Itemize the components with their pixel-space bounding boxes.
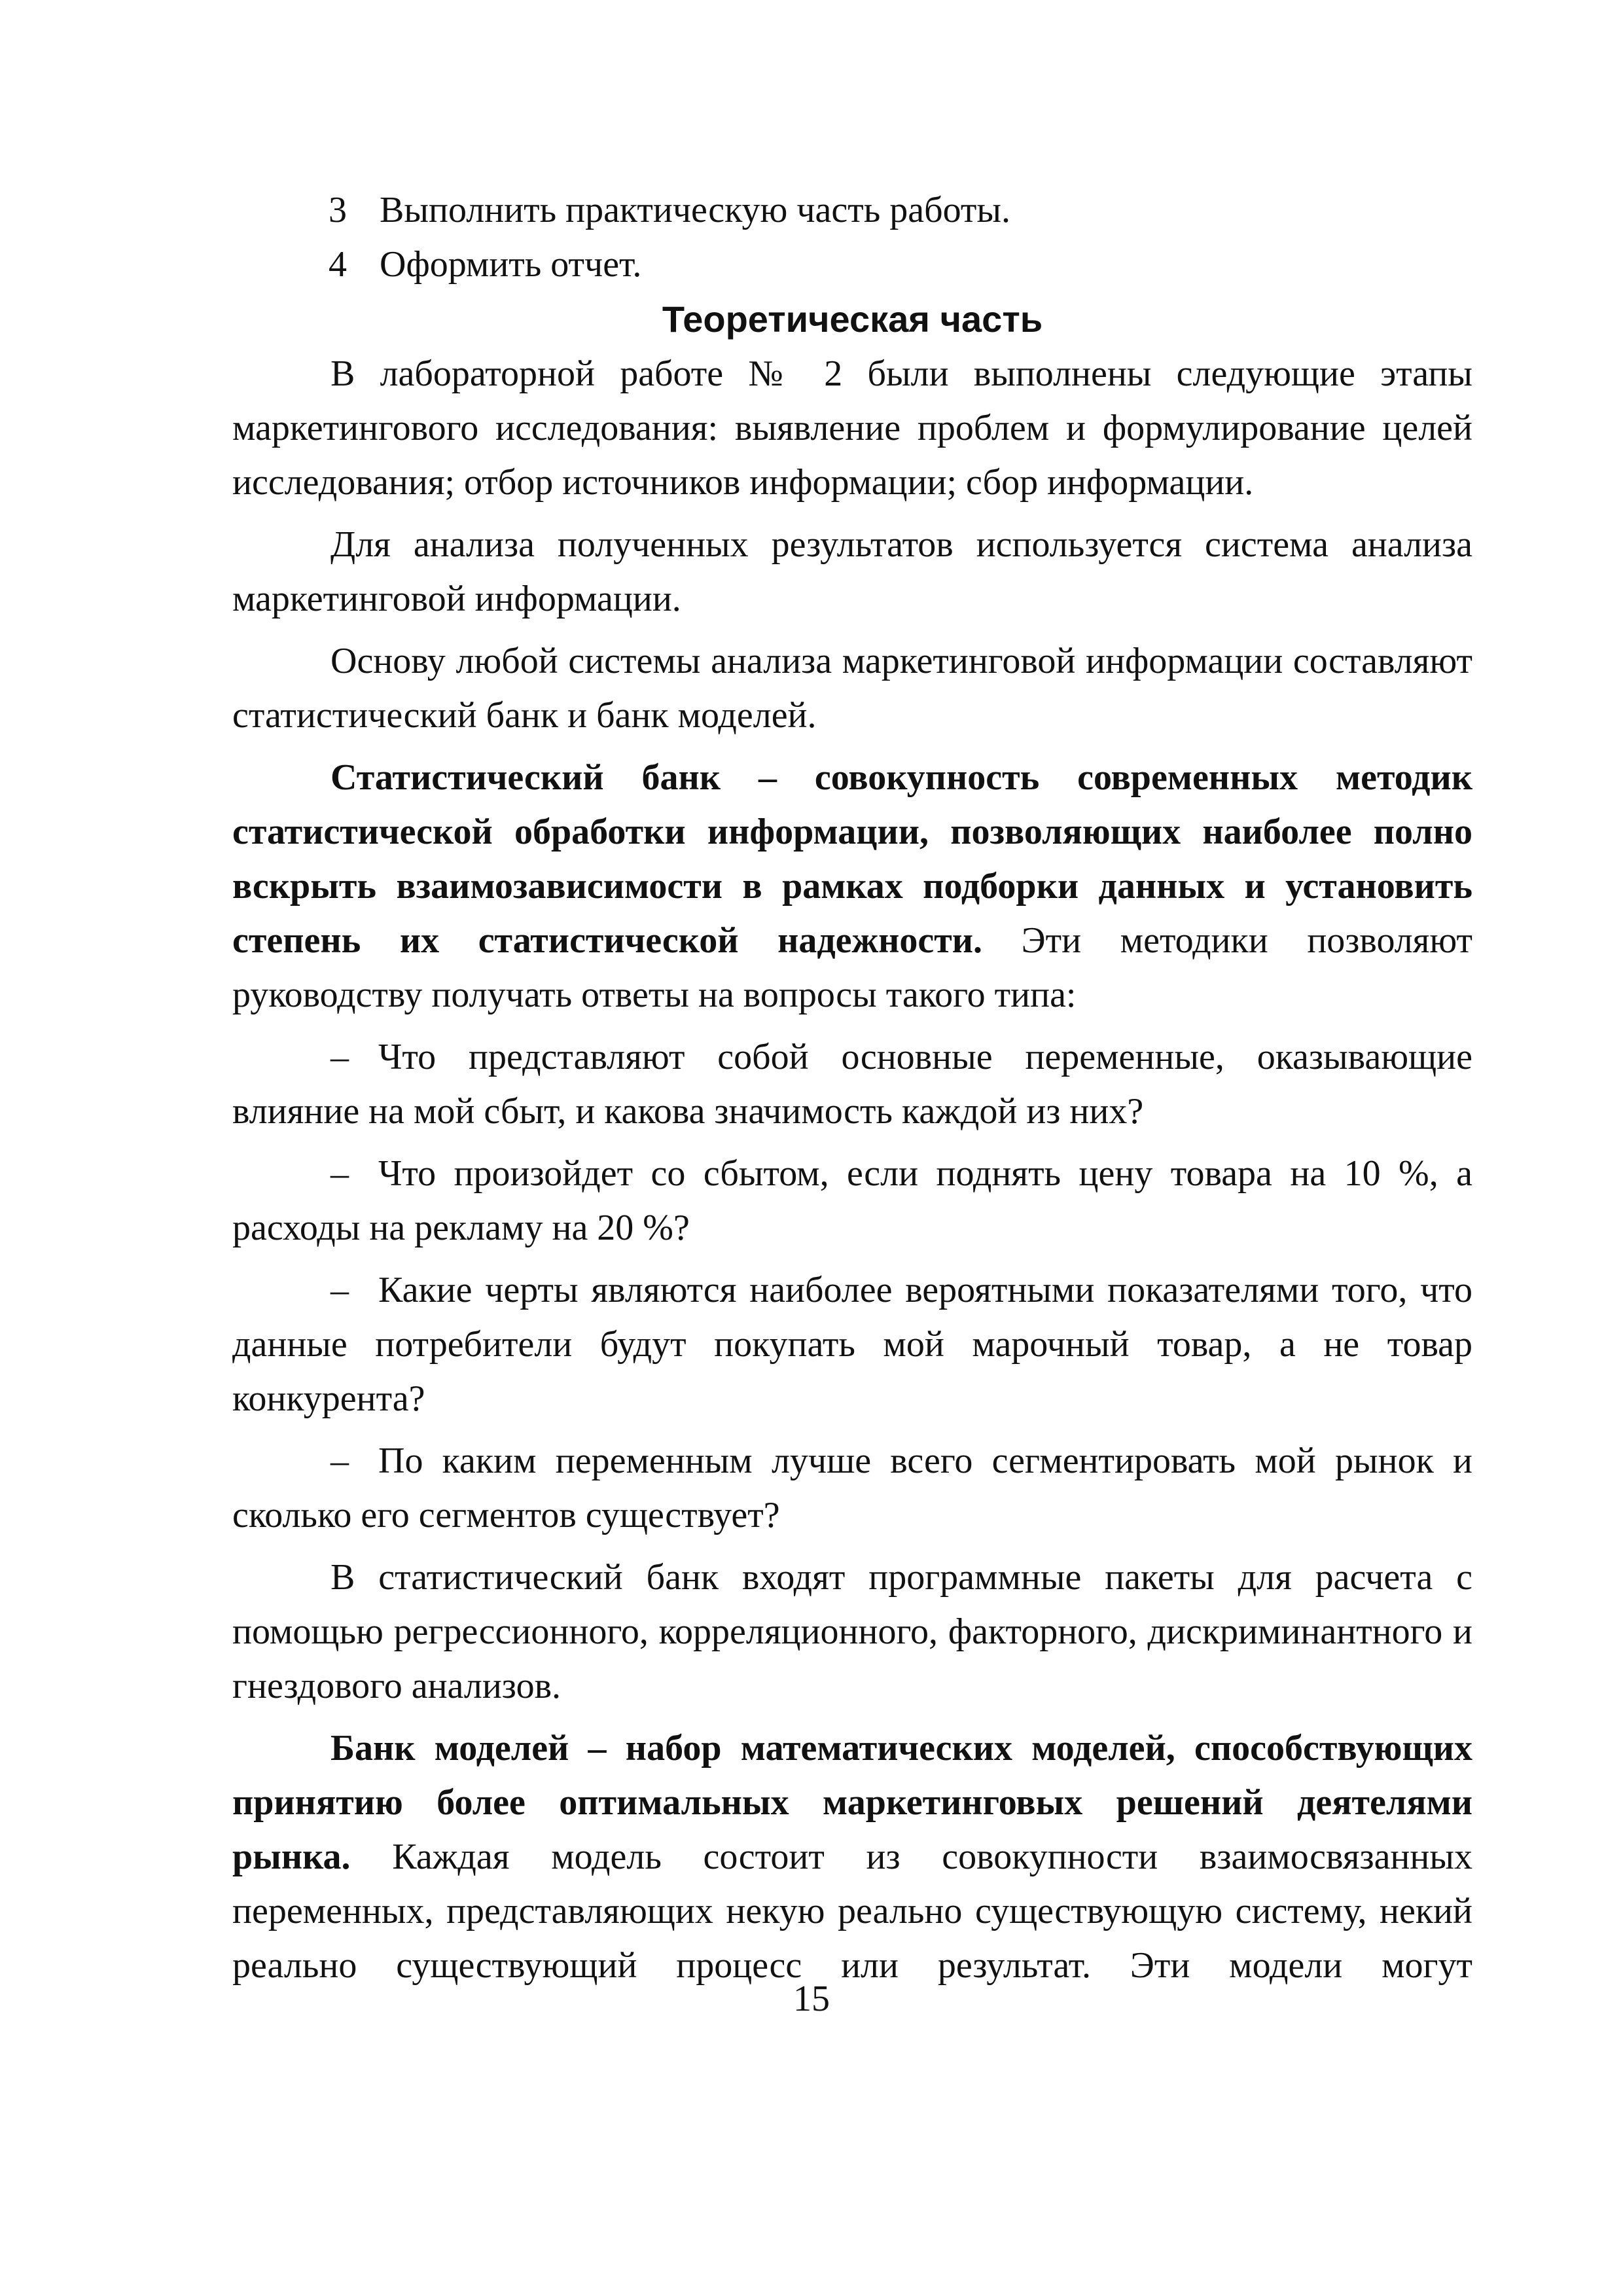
dash-marker: – (330, 1441, 349, 1481)
question-text: Что представляют собой основные переменные, оказывающие влияние на мой сбыт, и какова значимость каждой из них? (232, 1037, 1472, 1132)
section-heading: Теоретическая часть (662, 298, 1043, 340)
paragraph-stages: В лабораторной работе № 2 были выполнены следующие этапы маркетингового исследования: выявление проблем и формулирование целей исследования; отбор источников информации; сбор информации. (232, 353, 1472, 503)
paragraph-model-bank-rest: Каждая модель состоит из совокупности взаимосвязанных переменных, представляющих некую реально существующую систему, некий реально существующий процесс или результат. Эти модели могут (232, 1837, 1472, 1986)
page-number: 15 (793, 1979, 830, 2019)
dash-marker: – (330, 1270, 349, 1310)
list-item-number: 4 (329, 244, 347, 285)
paragraph-statistical-bank-rest: Эти методики позволяют руководству получать ответы на вопросы такого типа: (232, 920, 1472, 1015)
question-text: По каким переменным лучше всего сегментировать мой рынок и сколько его сегментов существует? (232, 1441, 1472, 1535)
question-item (232, 1147, 1472, 1255)
paragraph-model-bank (232, 1721, 1472, 1993)
list-item (329, 183, 1472, 238)
definition-statistical-bank: Статистический банк – совокупность современных методик статистической обработки информации, позволяющих наиболее полно вскрыть взаимозависимости в рамках подборки данных и установить степень их статистической надежности. (232, 757, 1472, 961)
dash-marker: – (330, 1037, 349, 1077)
question-text: Что произойдет со сбытом, если поднять цену товара на 10 %, а расходы на рекламу на 20 %? (232, 1153, 1472, 1248)
question-item (232, 1030, 1472, 1139)
list-item-number: 3 (329, 190, 347, 230)
question-item (232, 1434, 1472, 1543)
list-item-text: Оформить отчет. (380, 244, 642, 285)
definition-model-bank: Банк моделей – набор математических моделей, способствующих принятию более оптимальных маркетинговых решений деятелями рынка. (232, 1728, 1472, 1877)
question-item (232, 1263, 1472, 1426)
paragraph-software-packages: В статистический банк входят программные пакеты для расчета с помощью регрессионного, корреляционного, факторного, дискриминантного и гнездового анализов. (232, 1557, 1472, 1706)
question-text: Какие черты являются наиболее вероятными показателями того, что данные потребители будут покупать мой марочный товар, а не товар конкурента? (232, 1270, 1472, 1419)
dash-marker: – (330, 1153, 349, 1194)
list-item-text: Выполнить практическую часть работы. (380, 190, 1010, 230)
paragraph-analysis-system: Для анализа полученных результатов используется система анализа маркетинговой информации. (232, 524, 1472, 619)
paragraph-statistical-bank (232, 751, 1472, 1022)
page-body (232, 183, 1472, 2001)
paragraph-basis: Основу любой системы анализа маркетинговой информации составляют статистический банк и банк моделей. (232, 641, 1472, 736)
list-item (329, 238, 1472, 292)
